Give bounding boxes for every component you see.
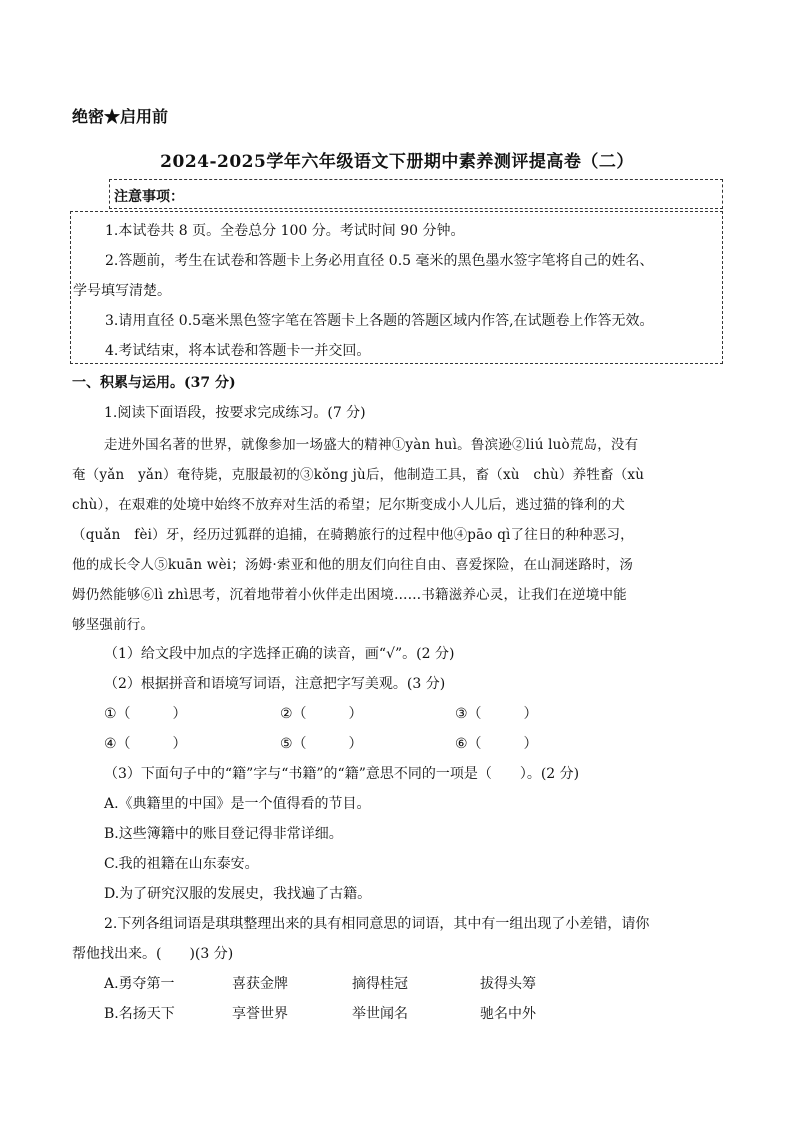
- answer-blank[interactable]: ⑤（ ）: [280, 736, 363, 752]
- passage-line: 走进外国名著的世界，就像参加一场盛大的精神①yàn huì。鲁滨逊②liú luò荒岛，没有: [104, 437, 639, 453]
- notice-item: 2.答题前，考生在试卷和答题卡上务必用直径 0.5 毫米的黑色墨水签字笔将自己的姓名、: [105, 253, 654, 269]
- option-a: A.《典籍里的中国》是一个值得看的节目。: [104, 796, 371, 812]
- word-group: 摘得桂冠: [352, 976, 408, 992]
- word-group: A.勇夺第一: [104, 976, 175, 992]
- question-1-sub3: （3）下面句子中的“籍”字与“书籍”的“籍”意思不同的一项是（ ）。(2 分): [104, 766, 580, 782]
- question-2-prompt: 帮他找出来。( )(3 分): [72, 946, 234, 962]
- notice-heading: 注意事项：: [114, 189, 184, 205]
- word-group: 喜获金牌: [232, 976, 288, 992]
- answer-blank[interactable]: ④（ ）: [104, 736, 187, 752]
- option-d: D.为了研究汉服的发展史，我找遍了古籍。: [104, 886, 372, 902]
- notice-item: 3.请用直径 0.5毫米黑色签字笔在答题卡上各题的答题区域内作答,在试题卷上作答无效。: [105, 313, 654, 329]
- notice-item: 4.考试结束，将本试卷和答题卡一并交回。: [105, 343, 371, 359]
- question-2-prompt: 2.下列各组词语是琪琪整理出来的具有相同意思的词语，其中有一组出现了小差错，请你: [104, 916, 650, 932]
- passage-line: 他的成长令人⑤kuān wèi；汤姆·索亚和他的朋友们向往自由、喜爱探险，在山洞迷路时，汤: [72, 557, 634, 573]
- word-group: 驰名中外: [480, 1006, 536, 1022]
- option-c: C.我的祖籍在山东泰安。: [104, 856, 259, 872]
- section-heading: 一、积累与运用。(37 分): [72, 375, 236, 391]
- passage-line: chù），在艰难的处境中始终不放弃对生活的希望；尼尔斯变成小人儿后，逃过猫的锋利的犬: [72, 497, 626, 513]
- answer-blank[interactable]: ②（ ）: [280, 706, 363, 722]
- passage-line: 够坚强前行。: [72, 617, 155, 633]
- notice-item: 学号填写清楚。: [73, 283, 171, 299]
- answer-blank[interactable]: ③（ ）: [455, 706, 538, 722]
- word-group: B.名扬天下: [104, 1006, 175, 1022]
- word-group: 举世闻名: [352, 1006, 408, 1022]
- confidential-label: 绝密★启用前: [72, 107, 169, 126]
- question-1-sub1: （1）给文段中加点的字选择正确的读音，画“√”。(2 分): [104, 646, 455, 662]
- notice-item: 1.本试卷共 8 页。全卷总分 100 分。考试时间 90 分钟。: [105, 223, 465, 239]
- answer-blank[interactable]: ⑥（ ）: [455, 736, 538, 752]
- passage-line: 姆仍然能够⑥lì zhì思考，沉着地带着小伙伴走出困境……书籍滋养心灵，让我们在逆境中能: [72, 587, 627, 603]
- notice-heading-box: [109, 179, 723, 209]
- answer-blank[interactable]: ①（ ）: [104, 706, 187, 722]
- passage-line: 奄（yǎn yǎn）奄待毙，克服最初的③kǒng jù后，他制造工具，畜（xù chù）养牲畜（xù: [72, 467, 645, 483]
- question-1-sub2: （2）根据拼音和语境写词语，注意把字写美观。(3 分): [104, 676, 446, 692]
- exam-title: 2024-2025学年六年级语文下册期中素养测评提高卷（二）: [160, 152, 634, 172]
- question-1-prompt: 1.阅读下面语段，按要求完成练习。(7 分): [104, 405, 366, 421]
- option-b: B.这些簿籍中的账目登记得非常详细。: [104, 826, 343, 842]
- passage-line: （quǎn fèi）牙，经历过狐群的追捕，在骑鹅旅行的过程中他④pāo qì了往日的种种恶习，: [72, 527, 634, 543]
- word-group: 享誉世界: [232, 1006, 288, 1022]
- word-group: 拔得头筹: [480, 976, 536, 992]
- notice-box: [70, 211, 723, 364]
